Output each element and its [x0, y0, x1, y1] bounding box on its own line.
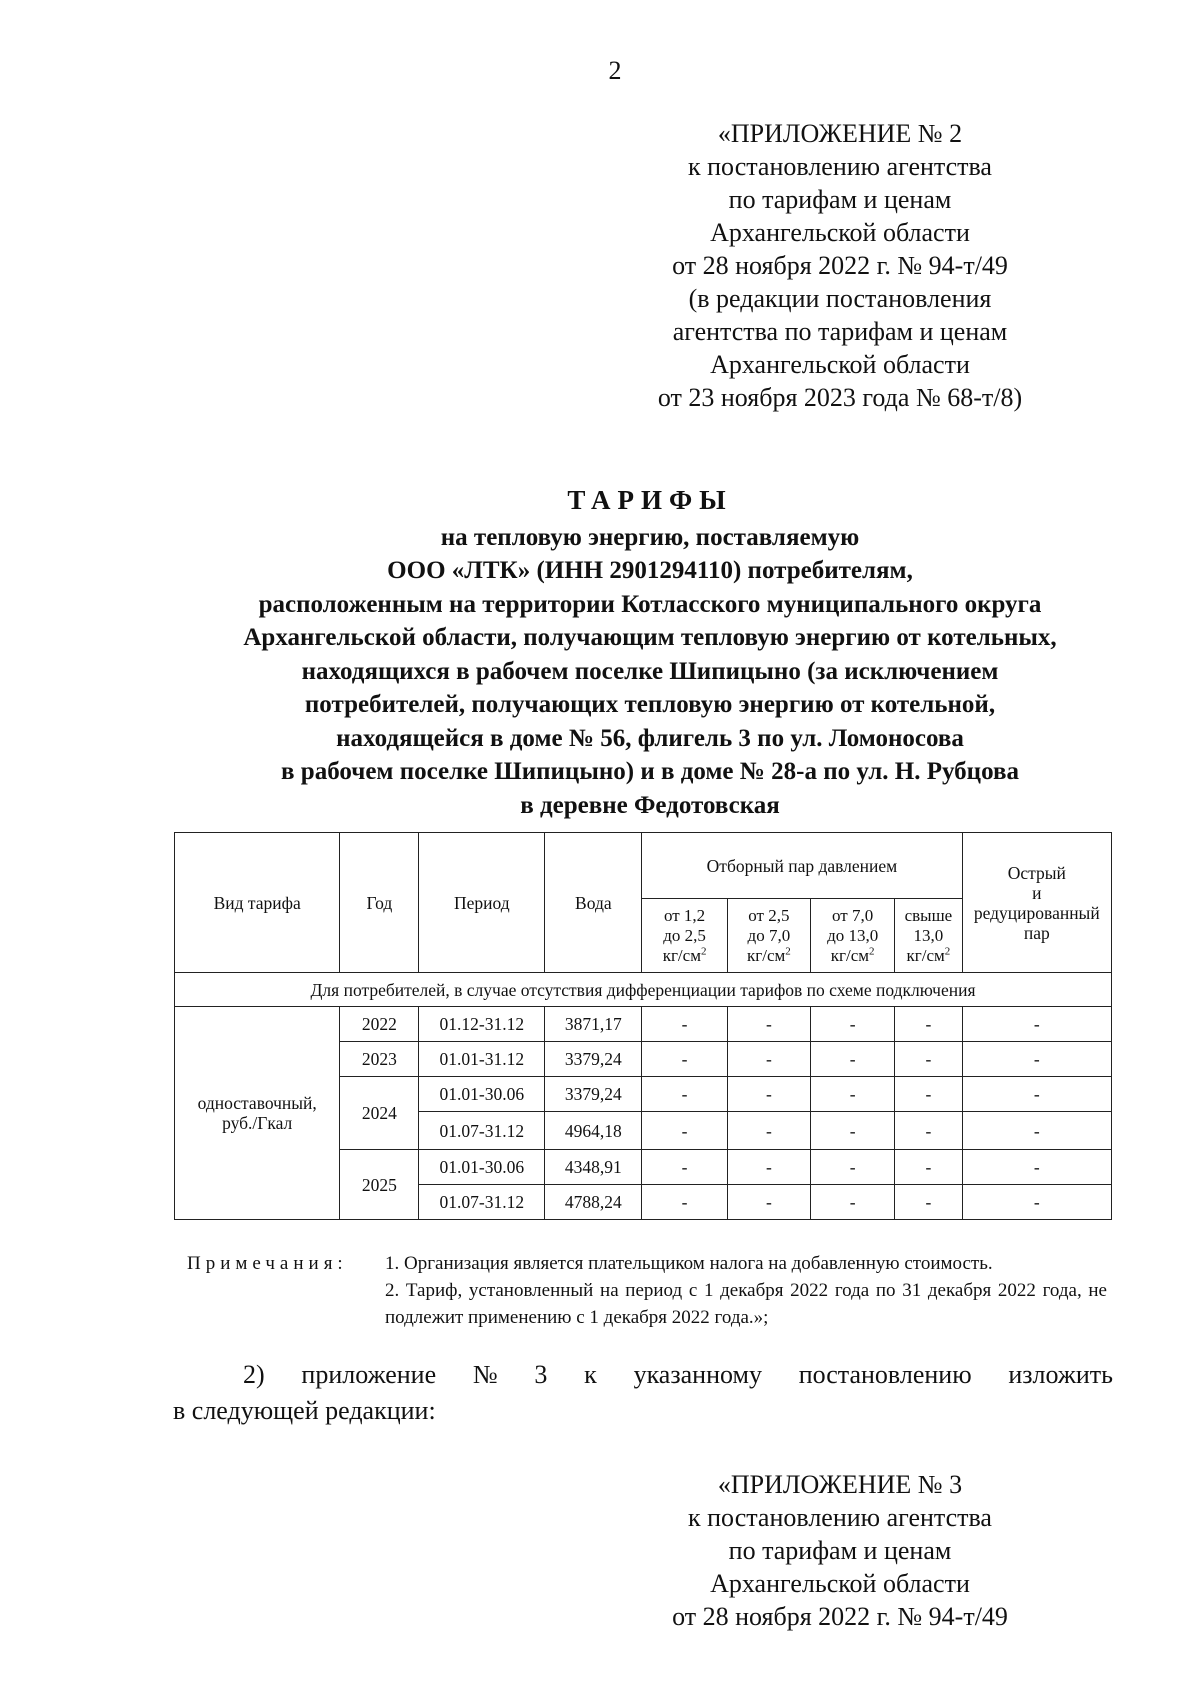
paragraph-word: 2) [243, 1360, 265, 1389]
pressure-unit: $кг/см^2$ [662, 944, 707, 965]
period-cell: 01.01-31.12 [419, 1042, 545, 1077]
paragraph-word: указанному [633, 1360, 762, 1389]
appendix-line: Архангельской области [710, 350, 970, 379]
value-cell: - [895, 1112, 962, 1150]
group-label: Для потребителей, в случае отсутствия дифференциации тарифов по схеме подключения [175, 973, 1112, 1007]
water-cell: 3379,24 [545, 1042, 642, 1077]
title-line: потребителей, получающих тепловую энергию от котельной, [304, 691, 996, 718]
year-cell: 2023 [340, 1042, 419, 1077]
pressure-line: от 1,2 [663, 905, 706, 925]
year-cell: 2025 [340, 1150, 419, 1220]
value-cell: - [962, 1150, 1111, 1185]
value-cell: - [727, 1042, 810, 1077]
value-cell: - [811, 1007, 895, 1042]
paragraph-word: приложение [301, 1360, 437, 1389]
header-sharp-line: редуцированный [973, 902, 1100, 923]
year-cell: 2024 [340, 1077, 419, 1150]
notes-list [385, 1250, 1107, 1331]
appendix-line: «ПРИЛОЖЕНИЕ № 3 [717, 1470, 963, 1499]
title-line: находящихся в рабочем поселке Шипицыно (за исключением [301, 657, 999, 685]
appendix-line: Архангельской области [710, 1569, 970, 1598]
header-sharp-steam [962, 833, 1111, 973]
header-pressure-4 [895, 899, 962, 973]
table-group-row [175, 973, 1112, 1007]
value-cell: - [962, 1185, 1111, 1220]
water-cell: 3379,24 [545, 1077, 642, 1112]
pressure-line: до 13,0 [827, 925, 879, 945]
header-pressure-3 [811, 899, 895, 973]
note-item: 2. Тариф, установленный на период с 1 декабря 2022 года по 31 декабря 2022 года, не подлежит применению с 1 декабря 2022 года.»; [385, 1280, 1107, 1328]
amendment-paragraph [173, 1357, 1113, 1429]
appendix-line: (в редакции постановления [688, 284, 992, 313]
header-tariff-type: Вид тарифа [175, 833, 340, 973]
value-cell: - [642, 1112, 727, 1150]
pressure-line: 13,0 [913, 925, 944, 945]
header-period: Период [419, 833, 545, 973]
pressure-line: свыше [904, 905, 953, 925]
water-cell: 3871,17 [545, 1007, 642, 1042]
period-cell: 01.07-31.12 [419, 1185, 545, 1220]
paragraph-word: постановлению [798, 1360, 972, 1389]
appendix-line: «ПРИЛОЖЕНИЕ № 2 [717, 119, 963, 148]
header-pressure-1 [642, 899, 727, 973]
period-cell: 01.07-31.12 [419, 1112, 545, 1150]
title-line: Архангельской области, получающим тепловую энергию от котельных, [243, 624, 1057, 651]
document-title [150, 484, 1150, 822]
value-cell: - [895, 1007, 962, 1042]
header-pressure-2 [727, 899, 810, 973]
value-cell: - [811, 1042, 895, 1077]
value-cell: - [962, 1007, 1111, 1042]
value-cell: - [895, 1077, 962, 1112]
appendix-line: агентства по тарифам и ценам [672, 317, 1008, 346]
pressure-unit: $кг/см^2$ [830, 944, 875, 965]
value-cell: - [962, 1042, 1111, 1077]
page-number: 2 [608, 56, 622, 85]
period-cell: 01.01-30.06 [419, 1150, 545, 1185]
paragraph-line: в следующей редакции: [173, 1396, 436, 1425]
value-cell: - [811, 1112, 895, 1150]
appendix-line: от 28 ноября 2022 г. № 94-т/49 [672, 1602, 1008, 1631]
appendix-2-header [640, 117, 1040, 414]
note-item: 1. Организация является плательщиком налога на добавленную стоимость. [385, 1253, 993, 1274]
table-header-row [175, 833, 1112, 899]
appendix-line: по тарифам и ценам [728, 1536, 952, 1565]
value-cell: - [962, 1112, 1111, 1150]
paragraph-word: изложить [1008, 1360, 1113, 1389]
value-cell: - [895, 1042, 962, 1077]
tariff-table [174, 832, 1112, 1220]
appendix-3-header [640, 1468, 1040, 1633]
header-sharp-line: и [1032, 882, 1042, 903]
title-main: ТАРИФЫ [567, 485, 733, 515]
pressure-line: от 7,0 [832, 905, 874, 925]
header-water: Вода [545, 833, 642, 973]
header-year: Год [340, 833, 419, 973]
value-cell: - [811, 1185, 895, 1220]
value-cell: - [811, 1150, 895, 1185]
pressure-line: до 7,0 [747, 925, 791, 945]
value-cell: - [727, 1185, 810, 1220]
appendix-line: от 28 ноября 2022 г. № 94-т/49 [672, 251, 1008, 280]
paragraph-line [173, 1357, 1113, 1393]
value-cell: - [727, 1112, 810, 1150]
period-cell: 01.01-30.06 [419, 1077, 545, 1112]
title-line: на тепловую энергию, поставляемую [440, 523, 860, 551]
pressure-unit: $кг/см^2$ [906, 944, 951, 965]
paragraph-word: 3 [534, 1360, 548, 1389]
appendix-line: Архангельской области [710, 218, 970, 247]
value-cell: - [811, 1077, 895, 1112]
tariff-name [175, 1007, 340, 1220]
year-cell: 2022 [340, 1007, 419, 1042]
water-cell: 4348,91 [545, 1150, 642, 1185]
tariff-name-line: руб./Гкал [222, 1113, 293, 1133]
pressure-line: до 2,5 [663, 925, 706, 945]
water-cell: 4964,18 [545, 1112, 642, 1150]
value-cell: - [962, 1077, 1111, 1112]
value-cell: - [727, 1077, 810, 1112]
paragraph-word: № [472, 1360, 498, 1389]
paragraph-word: к [584, 1360, 597, 1389]
title-line: в деревне Федотовская [520, 791, 780, 819]
appendix-line: по тарифам и ценам [728, 185, 952, 214]
value-cell: - [642, 1150, 727, 1185]
pressure-line: от 2,5 [748, 905, 790, 925]
header-steam-group: Отборный пар давлением [642, 833, 962, 899]
header-sharp-line: Острый [1007, 862, 1066, 883]
appendix-line: к постановлению агентства [688, 1503, 992, 1532]
pressure-unit: $кг/см^2$ [747, 944, 791, 965]
title-line: расположенным на территории Котласского муниципального округа [258, 590, 1042, 618]
value-cell: - [727, 1150, 810, 1185]
water-cell: 4788,24 [545, 1185, 642, 1220]
title-line: в рабочем поселке Шипицыно) и в доме № 28-а по ул. Н. Рубцова [281, 758, 1019, 785]
appendix-line: к постановлению агентства [688, 152, 992, 181]
value-cell: - [642, 1185, 727, 1220]
value-cell: - [895, 1150, 962, 1185]
period-cell: 01.12-31.12 [419, 1007, 545, 1042]
notes-label: Примечания: [187, 1253, 348, 1274]
value-cell: - [895, 1185, 962, 1220]
tariff-name-line: одноставочный, [197, 1093, 317, 1113]
title-line: находящейся в доме № 56, флигель 3 по ул. Ломоносова [336, 724, 964, 752]
value-cell: - [642, 1007, 727, 1042]
value-cell: - [642, 1042, 727, 1077]
title-line: ООО «ЛТК» (ИНН 2901294110) потребителям, [387, 557, 913, 584]
header-sharp-line: пар [1023, 922, 1050, 943]
value-cell: - [642, 1077, 727, 1112]
table-row [175, 1007, 1112, 1042]
appendix-line: от 23 ноября 2023 года № 68-т/8) [657, 383, 1023, 412]
value-cell: - [727, 1007, 810, 1042]
